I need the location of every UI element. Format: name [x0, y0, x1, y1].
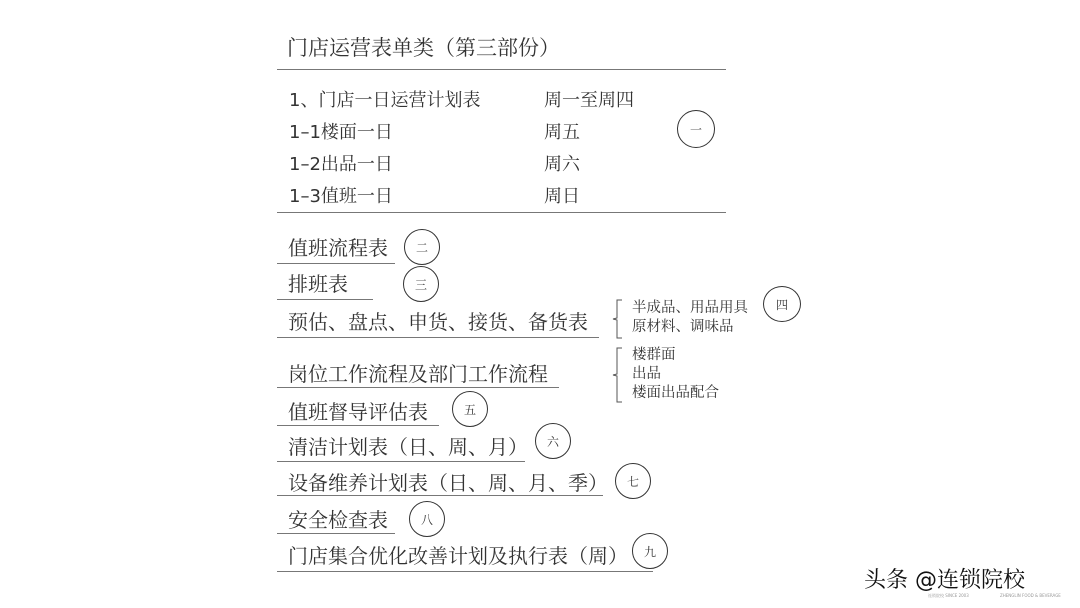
item-safety-check: 安全检查表	[288, 508, 388, 532]
schedule-day-4: 周日	[544, 186, 580, 207]
page-title: 门店运营表单类（第三部份）	[287, 36, 560, 60]
bracket-1-line-1: 半成品、用品用具	[632, 300, 748, 316]
item-duty-process: 值班流程表	[288, 236, 388, 260]
item-optimization-plan: 门店集合优化改善计划及执行表（周）	[288, 544, 628, 568]
circle-marker-4: 四	[763, 286, 801, 322]
item-underline-2	[277, 299, 373, 300]
item-underline-1	[277, 263, 395, 264]
bracket-2-line-2: 出品	[632, 366, 661, 382]
item-duty-supervision: 值班督导评估表	[288, 400, 428, 424]
item-job-workflow: 岗位工作流程及部门工作流程	[288, 362, 548, 386]
schedule-day-2: 周五	[544, 122, 580, 143]
brace-2	[612, 347, 624, 403]
item-equipment-maintenance: 设备维养计划表（日、周、月、季）	[288, 471, 608, 495]
item-inventory-forms: 预估、盘点、申货、接货、备货表	[288, 310, 588, 334]
circle-marker-5: 五	[452, 391, 488, 427]
bracket-2-line-3: 楼面出品配合	[632, 385, 719, 401]
circle-marker-8: 八	[409, 501, 445, 537]
circle-marker-1: 一	[677, 110, 715, 148]
item-underline-9	[277, 571, 653, 572]
brace-1	[612, 299, 624, 339]
schedule-day-3: 周六	[544, 154, 580, 175]
schedule-name-1: 1、门店一日运营计划表	[289, 90, 481, 111]
circle-marker-6: 六	[535, 423, 571, 459]
circle-marker-2: 二	[404, 229, 440, 265]
schedule-day-1: 周一至周四	[544, 90, 634, 111]
circle-marker-9: 九	[632, 533, 668, 569]
schedule-name-2: 1–1楼面一日	[289, 122, 393, 143]
watermark-small-2: ZHENGLIN FOOD & BEVERAGE	[1000, 593, 1061, 598]
schedule-name-3: 1–2出品一日	[289, 154, 393, 175]
circle-marker-7: 七	[615, 463, 651, 499]
watermark-small-1: 连锁院校 SINCE 2003	[928, 593, 969, 598]
watermark: 头条 @连锁院校	[864, 568, 1025, 593]
item-underline-7	[277, 495, 603, 496]
item-underline-3	[277, 337, 599, 338]
item-shift-schedule: 排班表	[288, 272, 348, 296]
bracket-1-line-2: 原材料、调味品	[632, 319, 734, 335]
item-underline-5	[277, 425, 439, 426]
title-divider	[277, 69, 726, 70]
item-underline-4	[277, 387, 559, 388]
schedule-divider	[277, 212, 726, 213]
item-cleaning-plan: 清洁计划表（日、周、月）	[288, 435, 528, 459]
item-underline-6	[277, 461, 525, 462]
item-underline-8	[277, 533, 395, 534]
circle-marker-3: 三	[403, 266, 439, 302]
schedule-name-4: 1–3值班一日	[289, 186, 393, 207]
bracket-2-line-1: 楼群面	[632, 347, 676, 363]
